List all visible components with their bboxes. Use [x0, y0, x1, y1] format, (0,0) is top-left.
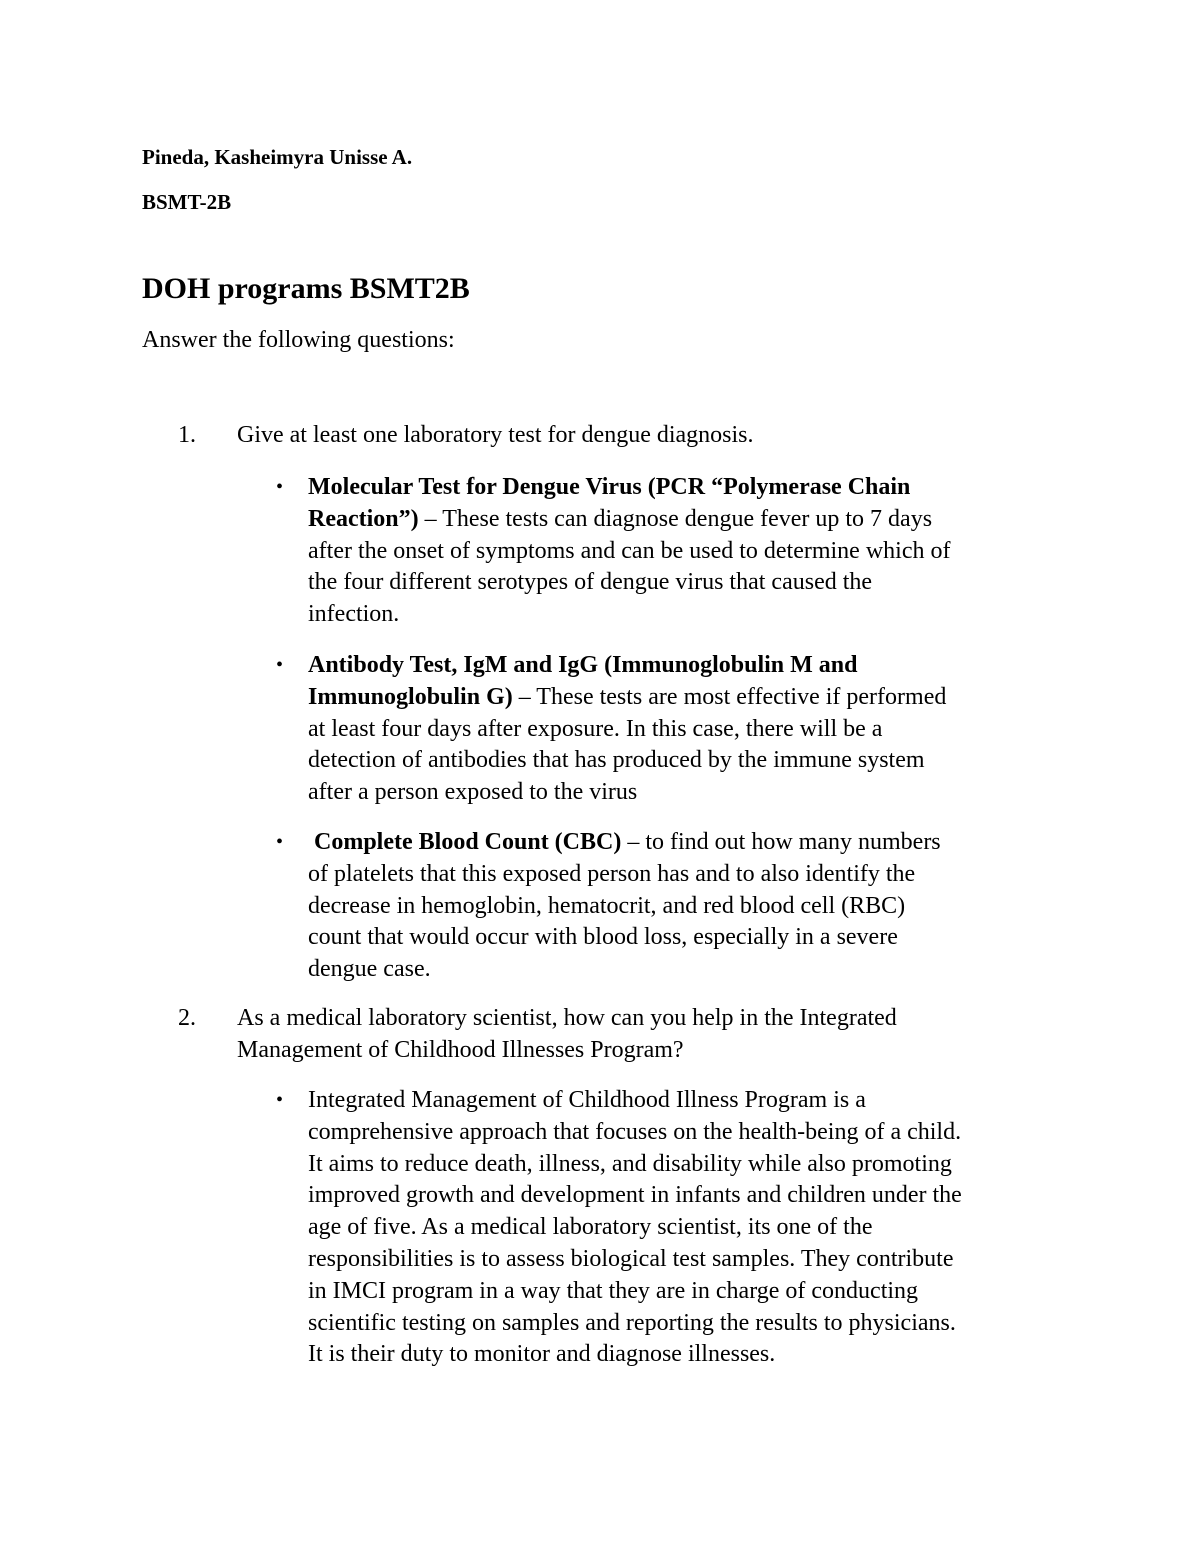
answer-line: after the onset of symptoms and can be used to determine which of	[308, 537, 951, 564]
answer-bold-text: Antibody Test, IgM and IgG (Immunoglobulin M and	[308, 652, 858, 678]
answer-line: infection.	[308, 601, 400, 628]
answer-item	[308, 650, 1068, 809]
answer-line: the four different serotypes of dengue virus that caused the	[308, 569, 873, 596]
answer-line: age of five. As a medical laboratory scientist, its one of the	[308, 1214, 873, 1241]
answer-line: after a person exposed to the virus	[308, 779, 638, 806]
question-number: 1.	[178, 422, 196, 448]
bullet-icon: •	[276, 1089, 284, 1111]
answer-bold-text: Reaction”)	[308, 505, 419, 532]
question-text	[237, 1003, 1067, 1067]
question-text: Give at least one laboratory test for dengue diagnosis.	[237, 422, 754, 448]
question-number: 2.	[178, 1005, 196, 1031]
answer-bold-text: Immunoglobulin G)	[308, 683, 513, 710]
answer-line: improved growth and development in infants and children under the	[308, 1182, 962, 1209]
answer-line: It aims to reduce death, illness, and disability while also promoting	[308, 1150, 952, 1177]
bullet-icon: •	[276, 831, 284, 853]
answer-item	[308, 827, 1068, 986]
answer-text: – These tests are most effective if performed	[512, 683, 947, 710]
answer-line: Integrated Management of Childhood Illness Program is a	[308, 1087, 866, 1113]
student-name: Pineda, Kasheimyra Unisse A.	[142, 145, 413, 169]
question-line: As a medical laboratory scientist, how can you help in the Integrated	[237, 1005, 897, 1031]
document-title: DOH programs BSMT2B	[142, 272, 470, 305]
bullet-icon: •	[276, 476, 284, 498]
answer-line: of platelets that this exposed person has and to also identify the	[308, 860, 916, 887]
answer-line: scientific testing on samples and reporting the results to physicians.	[308, 1309, 956, 1336]
answer-text: – to find out how many numbers	[621, 829, 941, 855]
instruction-text: Answer the following questions:	[142, 327, 455, 353]
answer-line: detection of antibodies that has produced by the immune system	[308, 747, 925, 774]
bullet-icon: •	[276, 654, 284, 676]
answer-line: dengue case.	[308, 956, 431, 983]
answer-item	[308, 472, 1068, 631]
answer-bold-text: Complete Blood Count (CBC)	[314, 829, 622, 855]
answer-bold-text: Molecular Test for Dengue Virus (PCR “Polymerase Chain	[308, 474, 911, 500]
answer-line: It is their duty to monitor and diagnose illnesses.	[308, 1341, 776, 1368]
answer-line: comprehensive approach that focuses on the health-being of a child.	[308, 1118, 962, 1145]
answer-text: – These tests can diagnose dengue fever up to 7 days	[418, 505, 933, 532]
answer-line: count that would occur with blood loss, especially in a severe	[308, 924, 898, 951]
answer-line: responsibilities is to assess biological test samples. They contribute	[308, 1245, 954, 1272]
answer-line: in IMCI program in a way that they are in charge of conducting	[308, 1277, 919, 1304]
question-line: Management of Childhood Illnesses Program?	[237, 1036, 684, 1063]
answer-line: decrease in hemoglobin, hematocrit, and red blood cell (RBC)	[308, 892, 906, 919]
student-section: BSMT-2B	[142, 190, 232, 214]
answer-line: at least four days after exposure. In this case, there will be a	[308, 715, 883, 742]
answer-item	[308, 1085, 1068, 1371]
